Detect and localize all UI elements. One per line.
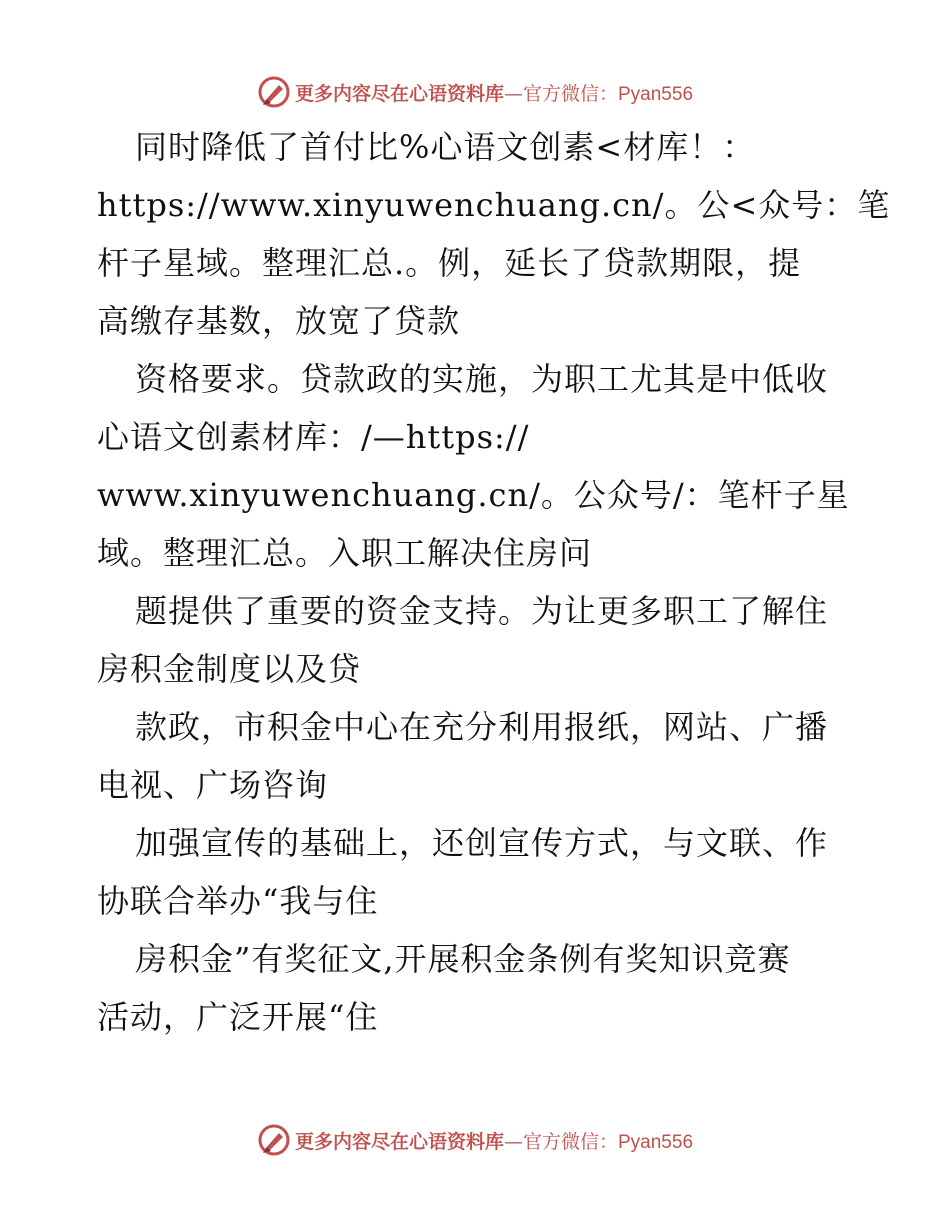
body-line: 房积金制度以及贷	[97, 650, 362, 688]
pen-logo-icon	[257, 1123, 291, 1157]
footer-title: 更多内容尽在心语资料库	[294, 1130, 504, 1153]
footer-separator: —	[503, 1130, 523, 1153]
footer-wechat-id: Pyan556	[618, 1131, 694, 1153]
body-line: 高缴存基数，放宽了贷款	[97, 302, 461, 340]
pen-logo-icon	[257, 75, 291, 109]
body-line: 协联合举办“我与住	[97, 882, 379, 920]
body-line: 同时降低了首付比%心语文创素<材库！：	[135, 128, 756, 166]
footer-banner-text	[295, 1127, 693, 1154]
header-separator: —	[503, 82, 523, 105]
header-wechat-label: 官方微信：	[522, 82, 618, 105]
body-line: 活动，广泛开展“住	[97, 998, 379, 1036]
body-line: 电视、广场咨询	[97, 766, 329, 804]
header-title: 更多内容尽在心语资料库	[294, 82, 504, 105]
body-line: 加强宣传的基础上，还创宣传方式，与文联、作	[135, 824, 829, 862]
body-line: 题提供了重要的资金支持。为让更多职工了解住	[135, 592, 829, 630]
body-line: https://www.xinyuwenchuang.cn/。公<众号：笔	[97, 186, 891, 224]
footer-wechat-label: 官方微信：	[522, 1130, 618, 1153]
header-wechat-id: Pyan556	[618, 83, 694, 105]
body-line: 域。整理汇总。入职工解决住房问	[97, 534, 593, 572]
document-body	[97, 118, 891, 1046]
footer-banner	[0, 1118, 950, 1162]
body-line: 杆子星域。整理汇总.。例，延长了贷款期限，提	[97, 244, 802, 282]
body-line: 款政，市积金中心在充分利用报纸，网站、广播	[135, 708, 829, 746]
header-banner	[0, 70, 950, 114]
header-banner-text	[295, 79, 693, 106]
body-line: 资格要求。贷款政的实施，为职工尤其是中低收	[135, 360, 829, 398]
body-line: 心语文创素材库：/—https://	[97, 418, 530, 456]
body-line: 房积金”有奖征文,开展积金条例有奖知识竞赛	[135, 940, 791, 978]
body-line: www.xinyuwenchuang.cn/。公众号/：笔杆子星	[97, 476, 850, 514]
